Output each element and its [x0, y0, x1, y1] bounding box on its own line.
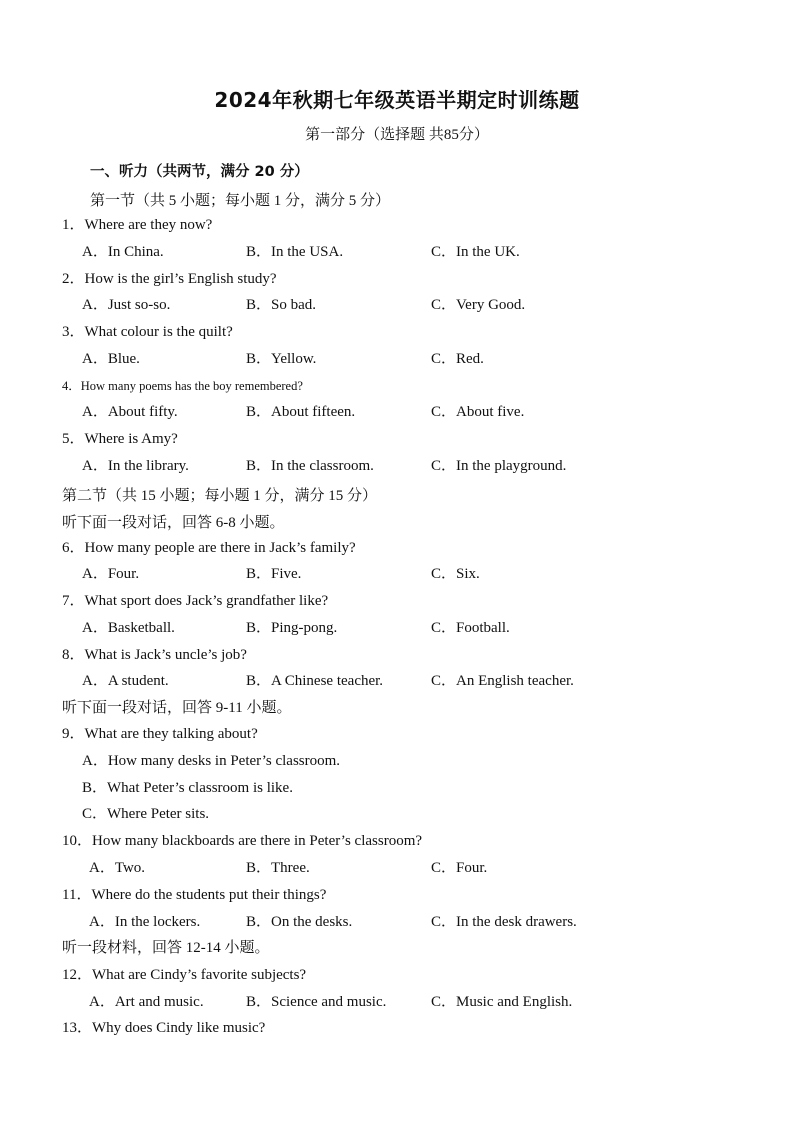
option-c: C．Football.	[431, 620, 510, 636]
question-stem: 8．What is Jack’s uncle’s job?	[62, 647, 247, 663]
option-c: C．An English teacher.	[431, 673, 574, 689]
option-a: A．Basketball.	[82, 620, 175, 636]
option-c: C．Four.	[431, 860, 488, 876]
option-c: C．Music and English.	[431, 994, 573, 1010]
option-a: A．Art and music.	[89, 994, 204, 1010]
option-b: B．In the USA.	[246, 244, 344, 260]
option-a: A．Two.	[89, 860, 146, 876]
instruction-note: 听下面一段对话，回答 9-11 小题。	[62, 700, 292, 716]
option-c: C．Where Peter sits.	[82, 806, 210, 822]
option-b: B．Three.	[246, 860, 310, 876]
question-stem: 1．Where are they now?	[62, 217, 213, 233]
option-c: C．In the desk drawers.	[431, 914, 577, 930]
option-b: B．Ping-pong.	[246, 620, 338, 636]
option-a: A．In China.	[82, 244, 164, 260]
part-heading-1: 第一节（共 5 小题；每小题 1 分，满分 5 分）	[90, 193, 391, 209]
option-a: A．About fifty.	[82, 404, 178, 420]
question-stem: 6．How many people are there in Jack’s family?	[62, 540, 356, 556]
option-b: B．Science and music.	[246, 994, 387, 1010]
option-b: B．What Peter’s classroom is like.	[82, 780, 293, 796]
exam-title: 2024年秋期七年级英语半期定时训练题	[214, 88, 580, 112]
question-stem: 2．How is the girl’s English study?	[62, 271, 277, 287]
instruction-note: 听下面一段对话，回答 6-8 小题。	[62, 515, 285, 531]
option-b: B．About fifteen.	[246, 404, 356, 420]
option-b: B．So bad.	[246, 297, 317, 313]
instruction-note: 听一段材料，回答 12-14 小题。	[62, 940, 270, 956]
question-stem: 3．What colour is the quilt?	[62, 324, 233, 340]
option-a: A．In the lockers.	[89, 914, 201, 930]
option-c: C．In the UK.	[431, 244, 520, 260]
question-stem: 4．How many poems has the boy remembered?	[62, 379, 303, 393]
option-c: C．Six.	[431, 566, 480, 582]
section-heading-listening: 一、听力（共两节，满分 20 分）	[90, 164, 309, 180]
question-stem: 13．Why does Cindy like music?	[62, 1020, 266, 1036]
option-b: B．Five.	[246, 566, 302, 582]
question-stem: 12．What are Cindy’s favorite subjects?	[62, 967, 307, 983]
option-c: C．In the playground.	[431, 458, 567, 474]
option-a: A．Just so-so.	[82, 297, 171, 313]
option-c: C．Very Good.	[431, 297, 526, 313]
option-c: C．About five.	[431, 404, 525, 420]
option-a: A．In the library.	[82, 458, 189, 474]
option-a: A．How many desks in Peter’s classroom.	[82, 753, 341, 769]
option-b: B．Yellow.	[246, 351, 317, 367]
question-stem: 11．Where do the students put their things?	[62, 887, 327, 903]
question-stem: 5．Where is Amy?	[62, 431, 178, 447]
option-b: B．In the classroom.	[246, 458, 374, 474]
exam-subtitle: 第一部分（选择题 共85分）	[305, 127, 489, 143]
option-a: A．Four.	[82, 566, 140, 582]
question-stem: 9．What are they talking about?	[62, 726, 258, 742]
option-a: A．Blue.	[82, 351, 140, 367]
part-heading-2: 第二节（共 15 小题；每小题 1 分，满分 15 分）	[62, 488, 378, 504]
option-c: C．Red.	[431, 351, 484, 367]
option-b: B．On the desks.	[246, 914, 353, 930]
option-b: B．A Chinese teacher.	[246, 673, 384, 689]
option-a: A．A student.	[82, 673, 169, 689]
question-stem: 10．How many blackboards are there in Peter’s classroom?	[62, 833, 423, 849]
question-stem: 7．What sport does Jack’s grandfather like?	[62, 593, 329, 609]
